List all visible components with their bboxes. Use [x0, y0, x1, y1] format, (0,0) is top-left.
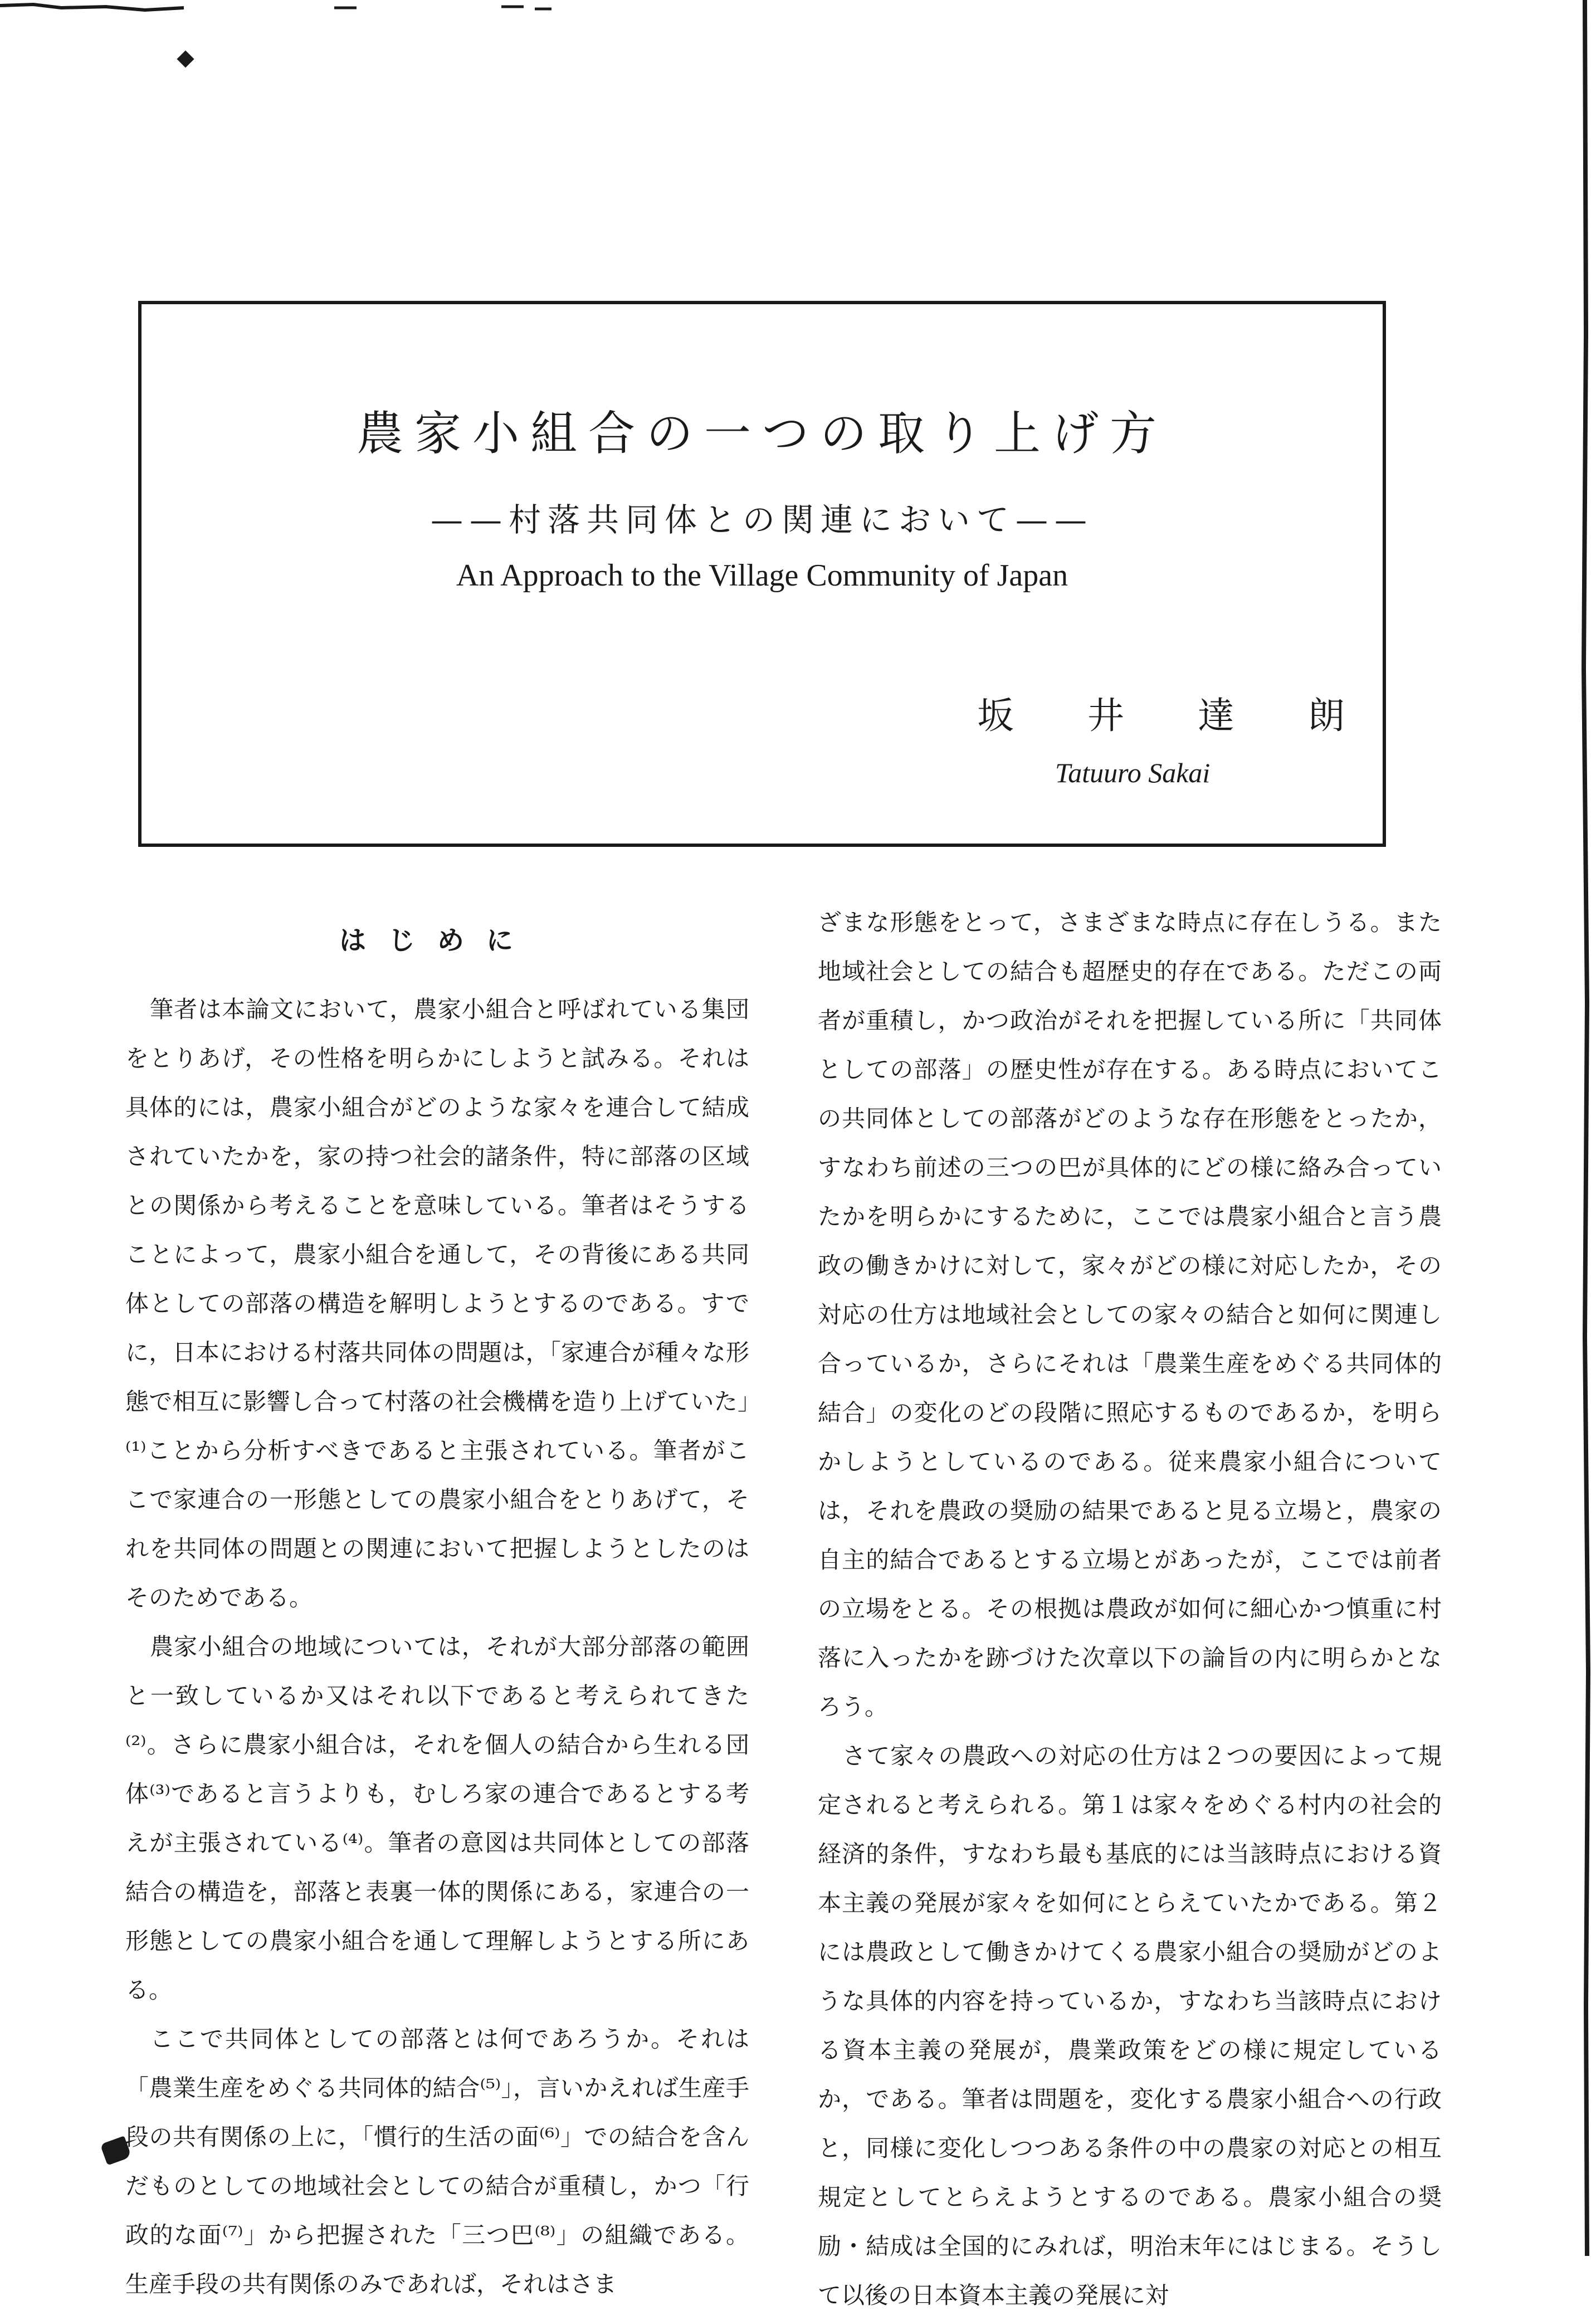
author-char: 坂	[977, 694, 1014, 737]
paragraph: ざまな形態をとって，さまざまな時点に存在しうる。また地域社会としての結合も超歴史的存在である。ただこの両者が重積し，かつ政治がそれを把握している所に「共同体としての部落」の歴史性が存在する。ある時点においてこの共同体としての部落がどのような存在形態をとったか，すなわち前述の三つの巴が具体的にどの様に絡み合っていたかを明らかにするために，ここでは農家小組合と言う農政の働きかけに対して，家々がどの様に対応したか，その対応の仕方は地域社会としての家々の結合と如何に関連し合っているか，さらにそれは「農業生産をめぐる共同体的結合」の変化のどの段階に照応するものであるか，を明らかしようとしているのである。従来農家小組合については，それを農政の奨励の結果であると見る立場と，農家の自主的結合であるとする立場とがあったが，ここでは前者の立場をとる。その根拠は農政が如何に細心かつ慎重に村落に入ったかを跡づけた次章以下の論旨の内に明らかとなろう。	[818, 909, 1442, 1720]
paper-title: 農家小組合の一つの取り上げ方	[356, 406, 1168, 461]
paper-title-english: An Approach to the Village Community of Japan	[456, 558, 1068, 593]
author-char: 達	[1198, 694, 1234, 737]
body-column-right	[818, 898, 1442, 2320]
title-box	[138, 301, 1386, 847]
scan-edge-top	[0, 0, 1596, 33]
author-char: 井	[1087, 694, 1124, 737]
body-column-left	[125, 918, 749, 2309]
section-heading: はじめに	[339, 925, 535, 956]
author-name-ja	[977, 686, 1345, 739]
scan-edge-right	[1563, 0, 1596, 2256]
paragraph: 筆者は本論文において，農家小組合と呼ばれている集団をとりあげ，その性格を明らかにしようと試みる。それは具体的には，農家小組合がどのような家々を連合して結成されていたかを，家の持つ社会的諸条件，特に部落の区域との関係から考えることを意味している。筆者はそうすることによって，農家小組合を通して，その背後にある共同体としての部落の構造を解明しようとするのである。すでに，日本における村落共同体の問題は，「家連合が種々な形態で相互に影響し合って村落の社会機構を造り上げていた」⁽¹⁾ことから分析すべきであると主張されている。筆者がここで家連合の一形態としての農家小組合をとりあげて，それを共同体の問題との関連において把握しようとしたのはそのためである。	[125, 996, 749, 1611]
paragraph: さて家々の農政への対応の仕方は２つの要因によって規定されると考えられる。第１は家々をめぐる村内の社会的経済的条件，すなわち最も基底的には当該時点における資本主義の発展が家々を如何にとらえていたかである。第２には農政として働きかけてくる農家小組合の奨励がどのような具体的内容を持っているか，すなわち当該時点における資本主義の発展が，農業政策をどの様に規定しているか，である。筆者は問題を，変化する農家小組合への行政と，同様に変化しつつある条件の中の農家の対応との相互規定としてとらえようとするのである。農家小組合の奨励・結成は全国的にみれば，明治末年にはじまる。そうして以後の日本資本主義の発展に対	[818, 1742, 1442, 2309]
paper-subtitle: ——村落共同体との関連において——	[430, 501, 1094, 539]
author-char: 朗	[1308, 694, 1345, 737]
author-name-en: Tatuuro Sakai	[1055, 757, 1211, 788]
paragraph: 農家小組合の地域については，それが大部分部落の範囲と一致しているか又はそれ以下であると考えられてきた⁽²⁾。さらに農家小組合は，それを個人の結合から生れる団体⁽³⁾であると言うよりも，むしろ家の連合であるとする考えが主張されている⁽⁴⁾。筆者の意図は共同体としての部落結合の構造を，部落と表裏一体的関係にある，家連合の一形態としての農家小組合を通して理解しようとする所にある。	[125, 1633, 749, 2004]
scan-speck	[177, 50, 194, 67]
paragraph: ここで共同体としての部落とは何であろうか。それは「農業生産をめぐる共同体的結合⁽⁵⁾」，言いかえれば生産手段の共有関係の上に，「慣行的生活の面⁽⁶⁾」での結合を含んだものとしての地域社会としての結合が重積し，かつ「行政的な面⁽⁷⁾」から把握された「三つ巴⁽⁸⁾」の組織である。生産手段の共有関係のみであれば，それはさま	[125, 2025, 749, 2298]
